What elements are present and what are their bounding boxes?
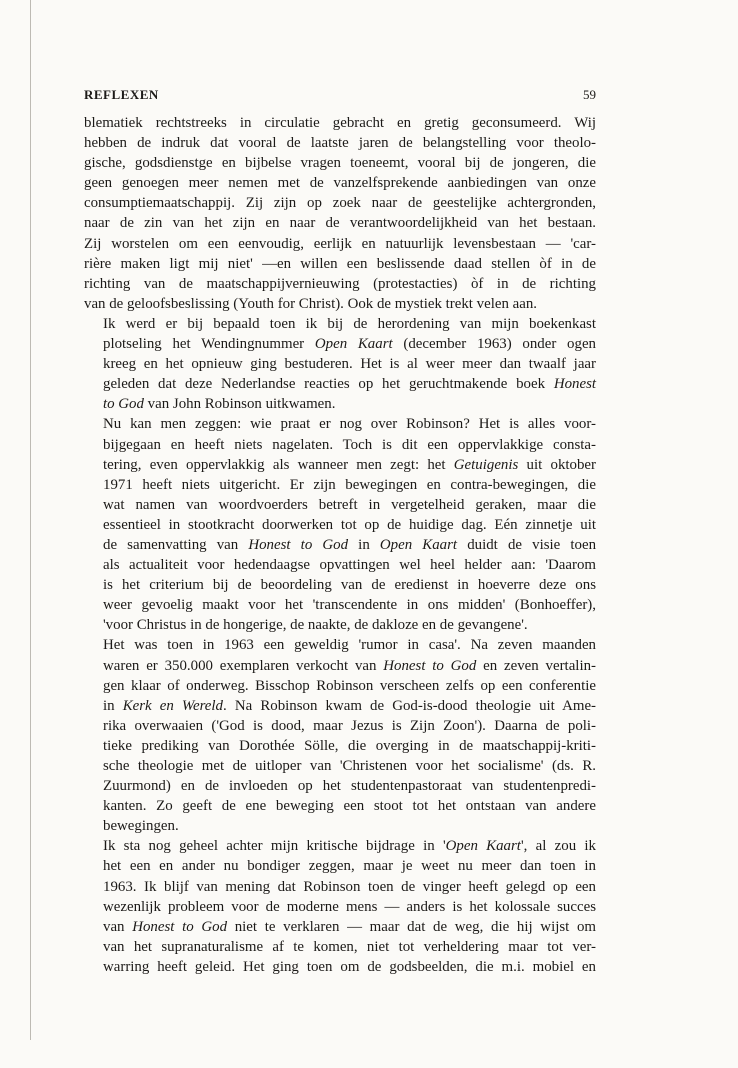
text-line xyxy=(84,173,596,193)
article-body xyxy=(84,113,596,977)
text-run: weer gevoelig maakt voor het 'transcendente in ons midden' (Bonhoeffer), xyxy=(103,597,596,614)
text-run: als actualiteit voor hedendaagse opvattingen wel heel helder aan: 'Daarom xyxy=(103,557,596,574)
text-line xyxy=(84,314,596,334)
text-run: Nu kan men zeggen: wie praat er nog over Robinson? Het is alles voor- xyxy=(103,416,596,433)
text-line xyxy=(84,435,596,455)
text-line xyxy=(84,334,596,354)
text-line xyxy=(84,836,596,856)
text-run: tering, even oppervlakkig als wanneer men zegt: het xyxy=(103,456,454,473)
italic-title: Honest to God xyxy=(132,918,228,935)
text-line xyxy=(84,294,596,314)
text-line xyxy=(84,635,596,655)
italic-title: to God xyxy=(103,396,144,413)
text-run: duidt de visie toen xyxy=(457,536,597,553)
text-run: in xyxy=(348,536,380,553)
italic-title: Kerk en Wereld xyxy=(122,697,224,714)
text-line xyxy=(84,354,596,374)
text-line xyxy=(84,897,596,917)
text-line xyxy=(84,736,596,756)
text-line xyxy=(84,113,596,133)
text-run: blematiek rechtstreeks in circulatie gebracht en gretig geconsumeerd. Wij xyxy=(84,115,596,131)
text-run: warring heeft geleid. Het ging toen om de godsbeelden, die m.i. mobiel en xyxy=(103,958,596,975)
italic-title: Open Kaart xyxy=(314,336,393,353)
text-line xyxy=(84,776,596,796)
text-line xyxy=(84,213,596,233)
text-line xyxy=(84,515,596,535)
text-run: van John Robinson uitkwamen. xyxy=(143,396,336,413)
text-line xyxy=(84,696,596,716)
text-line xyxy=(84,877,596,897)
italic-title: Honest to God xyxy=(248,536,349,553)
italic-title: Open Kaart xyxy=(379,536,458,553)
italic-title: Open Kaart xyxy=(445,838,521,855)
text-run: bewegingen. xyxy=(103,818,179,835)
text-run: kanten. Zo geeft de ene beweging een stoot tot het ontstaan van andere xyxy=(103,798,596,815)
text-line xyxy=(84,535,596,555)
text-run: waren er 350.000 exemplaren verkocht van xyxy=(103,657,384,674)
text-run: en zeven vertalin- xyxy=(476,657,596,674)
text-run: consumptiemaatschappij. Zij zijn op zoek naar de geestelijke achtergronden, xyxy=(84,195,596,212)
paragraph xyxy=(84,836,596,977)
text-line xyxy=(84,595,596,615)
text-line xyxy=(84,917,596,937)
text-run: van de geloofsbeslissing (Youth for Christ). Ook de mystiek trekt velen aan. xyxy=(84,295,537,312)
text-run: Ik sta nog geheel achter mijn kritische bijdrage in ' xyxy=(103,838,446,855)
text-run: essentieel in stootkracht doorwerken tot op de huidige dag. Eén zinnetje uit xyxy=(103,516,596,533)
text-run: gen klaar of onderweg. Bisschop Robinson verscheen zelfs op een conferentie xyxy=(103,677,596,694)
text-run: wezenlijk probleem voor de moderne mens — anders is het kolossale succes xyxy=(103,898,596,915)
page-header xyxy=(84,87,596,107)
text-line xyxy=(84,234,596,254)
text-line xyxy=(84,716,596,736)
text-line xyxy=(84,193,596,213)
text-run: . Na Robinson kwam de God-is-dood theologie uit Ame- xyxy=(223,697,597,714)
text-run: tieke prediking van Dorothée Sölle, die overging in de maatschappij-kriti- xyxy=(103,737,596,754)
text-line xyxy=(84,133,596,153)
text-line xyxy=(84,555,596,575)
text-line xyxy=(84,756,596,776)
text-run: geen genoegen meer nemen met de vanzelfsprekende aanbiedingen van onze xyxy=(84,175,596,192)
text-run: 1971 heeft niets uitgericht. Er zijn bewegingen en contra-bewegingen, die xyxy=(103,476,596,493)
italic-title: Honest xyxy=(553,376,596,393)
text-run: plotseling het Wendingnummer xyxy=(103,336,315,353)
text-run: naar de zin van het zijn en naar de verantwoordelijkheid van het bestaan. xyxy=(84,215,596,232)
text-run: wat namen van woordvoerders betreft in vergetelheid geraken, maar die xyxy=(103,496,596,513)
italic-title: Getuigenis xyxy=(453,456,519,473)
running-head: REFLEXEN xyxy=(84,87,159,102)
text-run: 1963. Ik blijf van mening dat Robinson toen de vinger heeft gelegd op een xyxy=(103,878,596,895)
text-run: bijgegaan en heeft niets nagelaten. Toch is dit een oppervlakkige consta- xyxy=(103,436,596,453)
text-run: ', al zou ik xyxy=(520,838,597,855)
scan-edge-line xyxy=(30,0,31,1040)
text-run: van het supranaturalisme af te komen, niet tot verheldering maar tot ver- xyxy=(103,938,596,955)
text-line xyxy=(84,414,596,434)
paragraph xyxy=(84,635,596,836)
text-line xyxy=(84,274,596,294)
paragraph xyxy=(84,314,596,414)
text-line xyxy=(84,796,596,816)
text-line xyxy=(84,575,596,595)
text-run: Ik werd er bij bepaald toen ik bij de herordening van mijn boekenkast xyxy=(103,315,596,332)
text-line xyxy=(84,856,596,876)
text-line xyxy=(84,374,596,394)
text-line xyxy=(84,957,596,977)
text-run: gische, godsdienstge en bijbelse vragen toeneemt, vooral bij de jongeren, die xyxy=(84,155,596,172)
text-line xyxy=(84,676,596,696)
italic-title: Honest to God xyxy=(383,657,477,674)
text-line xyxy=(84,153,596,173)
text-line xyxy=(84,656,596,676)
text-run: de samenvatting van xyxy=(103,536,249,553)
text-run: rika overwaaien ('God is dood, maar Jezus is Zijn Zoon'). Daarna de poli- xyxy=(103,717,596,734)
paragraph xyxy=(84,113,596,314)
text-run: in xyxy=(103,697,123,714)
text-run: hebben de indruk dat vooral de laatste jaren de belangstelling voor theolo- xyxy=(84,135,596,152)
text-line xyxy=(84,816,596,836)
text-line xyxy=(84,615,596,635)
text-run: sche theologie met de uitloper van 'Christenen voor het socialisme' (ds. R. xyxy=(103,758,596,774)
text-line xyxy=(84,455,596,475)
page-number: 59 xyxy=(583,87,596,102)
text-line xyxy=(84,937,596,957)
text-line xyxy=(84,394,596,414)
text-run: het een en ander nu bondiger zeggen, maar je weet nu meer dan toen in xyxy=(103,858,596,875)
text-run: kreeg en het opnieuw ging bestuderen. Het is al weer meer dan twaalf jaar xyxy=(103,356,596,373)
text-run: Het was toen in 1963 een geweldig 'rumor in casa'. Na zeven maanden xyxy=(103,637,596,654)
text-line xyxy=(84,495,596,515)
text-run: is het criterium bij de beoordeling van de eredienst in hoeverre deze ons xyxy=(103,577,596,594)
text-run: (december 1963) onder ogen xyxy=(392,336,597,353)
text-run: rière maken ligt mij niet' —en willen een beslissende daad stellen òf in de xyxy=(84,255,596,272)
text-line xyxy=(84,254,596,274)
text-run: 'voor Christus in de hongerige, de naakte, de dakloze en de gevangene'. xyxy=(103,617,528,634)
text-line xyxy=(84,475,596,495)
text-run: uit oktober xyxy=(518,456,596,473)
text-run: Zuurmond) en de invloeden op het studentenpastoraat van studentenpredi- xyxy=(103,778,596,795)
text-run: niet te verklaren — maar dat de weg, die hij wijst om xyxy=(227,918,596,935)
paragraph xyxy=(84,414,596,635)
text-run: van xyxy=(103,918,133,935)
text-run: geleden dat deze Nederlandse reacties op het geruchtmakende boek xyxy=(103,376,554,393)
text-run: richting van de maatschappijvernieuwing (protestacties) òf in de richting xyxy=(84,275,596,292)
text-run: Zij worstelen om een eenvoudig, eerlijk en natuurlijk levensbestaan — 'car- xyxy=(84,235,596,252)
